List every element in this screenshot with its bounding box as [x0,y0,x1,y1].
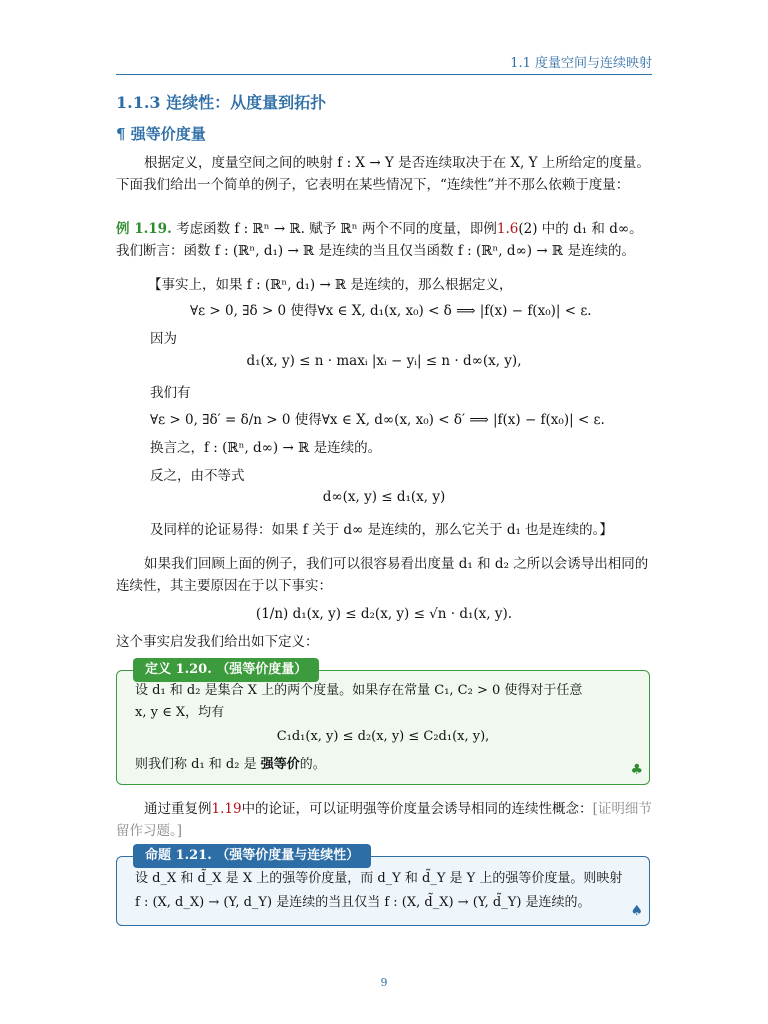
proof-we-have: 我们有 [150,385,191,401]
review-equation: (1/n) d₁(x, y) ≤ d₂(x, y) ≤ √n · d₁(x, y). [255,606,513,622]
definition-line-3 [135,755,631,775]
spade-icon: ♠ [630,903,643,919]
definition-line-1: 设 d₁ 和 d₂ 是集合 X 上的两个度量。如果存在常量 C₁, C₂ > 0 使得对于任意 [135,683,583,698]
proof-because: 因为 [150,331,177,347]
definition-line-3-b: 的。 [299,757,326,772]
proposition-line-2: f : (X, d_X) → (Y, d_Y) 是连续的当且仅当 f : (X, d̃_X) → (Y, d̃_Y) 是连续的。 [135,895,591,910]
proof-line-1: 【事实上，如果 f : (ℝⁿ, d₁) → ℝ 是连续的，那么根据定义， [148,277,513,293]
example-label: 例 1.19. [116,221,172,237]
club-icon: ♣ [630,762,643,778]
proof-conversely: 反之，由不等式 [150,468,245,484]
intro-paragraph: 根据定义，度量空间之间的映射 f : X → Y 是否连续取决于在 X, Y 上所给定的度量。下面我们给出一个简单的例子，它表明在某些情况下，“连续性”并不那么依赖于度量： [116,155,650,193]
repeat-ref-link[interactable]: 1.19 [211,801,242,817]
example-paragraph [116,218,652,262]
proof-equation-2: d₁(x, y) ≤ n · maxᵢ |xᵢ − yᵢ| ≤ n · d∞(x, y), [246,353,522,369]
proof-equation-1: ∀ε > 0, ∃δ > 0 使得∀x ∈ X, d₁(x, x₀) < δ ⟹ |f(x) − f(x₀)| < ε. [190,303,592,319]
proposition-box [116,848,650,926]
page-number: 9 [380,976,388,989]
header-text: 1.1 度量空间与连续映射 [510,56,652,71]
example-text-a: 考虑函数 f : ℝⁿ → ℝ. 赋予 ℝⁿ 两个不同的度量，即例 [171,221,497,237]
proposition-line-1: 设 d_X 和 d̃_X 是 X 上的强等价度量，而 d_Y 和 d̃_Y 是 Y 上的强等价度量。则映射 [135,871,623,886]
example-text-b: (2) 中的 d₁ 和 d∞。我们断言：函数 f : (ℝⁿ, d₁) → ℝ 是连续的当且仅当函数 f : (ℝⁿ, d∞) → ℝ 是连续的。 [116,221,643,259]
proof-equation-3: ∀ε > 0, ∃δ′ = δ/n > 0 使得∀x ∈ X, d∞(x, x₀) < δ′ ⟹ |f(x) − f(x₀)| < ε. [150,412,605,428]
repeat-text-a: 通过重复例 [144,801,212,817]
repeat-paragraph [116,798,652,842]
definition-title: 定义 1.20. （强等价度量） [133,658,319,682]
proof-same-argument: 及同样的论证易得：如果 f 关于 d∞ 是连续的，那么它关于 d₁ 也是连续的。】 [150,522,613,538]
subsection-title: ¶ 强等价度量 [116,125,206,143]
proof-in-other-words: 换言之，f : (ℝⁿ, d∞) → ℝ 是连续的。 [150,440,382,456]
proof-equation-4: d∞(x, y) ≤ d₁(x, y) [322,489,446,505]
proposition-title: 命题 1.21. （强等价度量与连续性） [133,844,371,868]
inspire-line: 这个事实启发我们给出如下定义： [116,634,319,650]
running-header [116,52,652,75]
section-title: 1.1.3 连续性：从度量到拓扑 [116,93,327,112]
repeat-exercise-note: [证明细节留作习题。] [116,801,652,839]
example-ref-link[interactable]: 1.6 [496,221,519,237]
definition-line-3-a: 则我们称 d₁ 和 d₂ 是 [135,757,261,772]
definition-box [116,662,650,785]
definition-strongly-equivalent-term: 强等价 [260,757,300,772]
definition-equation: C₁d₁(x, y) ≤ d₂(x, y) ≤ C₂d₁(x, y), [276,729,490,744]
review-paragraph: 如果我们回顾上面的例子，我们可以很容易看出度量 d₁ 和 d₂ 之所以会诱导出相同的连续性，其主要原因在于以下事实： [116,556,649,594]
repeat-text-b: 中的论证，可以证明强等价度量会诱导相同的连续性概念： [241,801,593,817]
definition-line-2: x, y ∈ X，均有 [135,705,225,720]
